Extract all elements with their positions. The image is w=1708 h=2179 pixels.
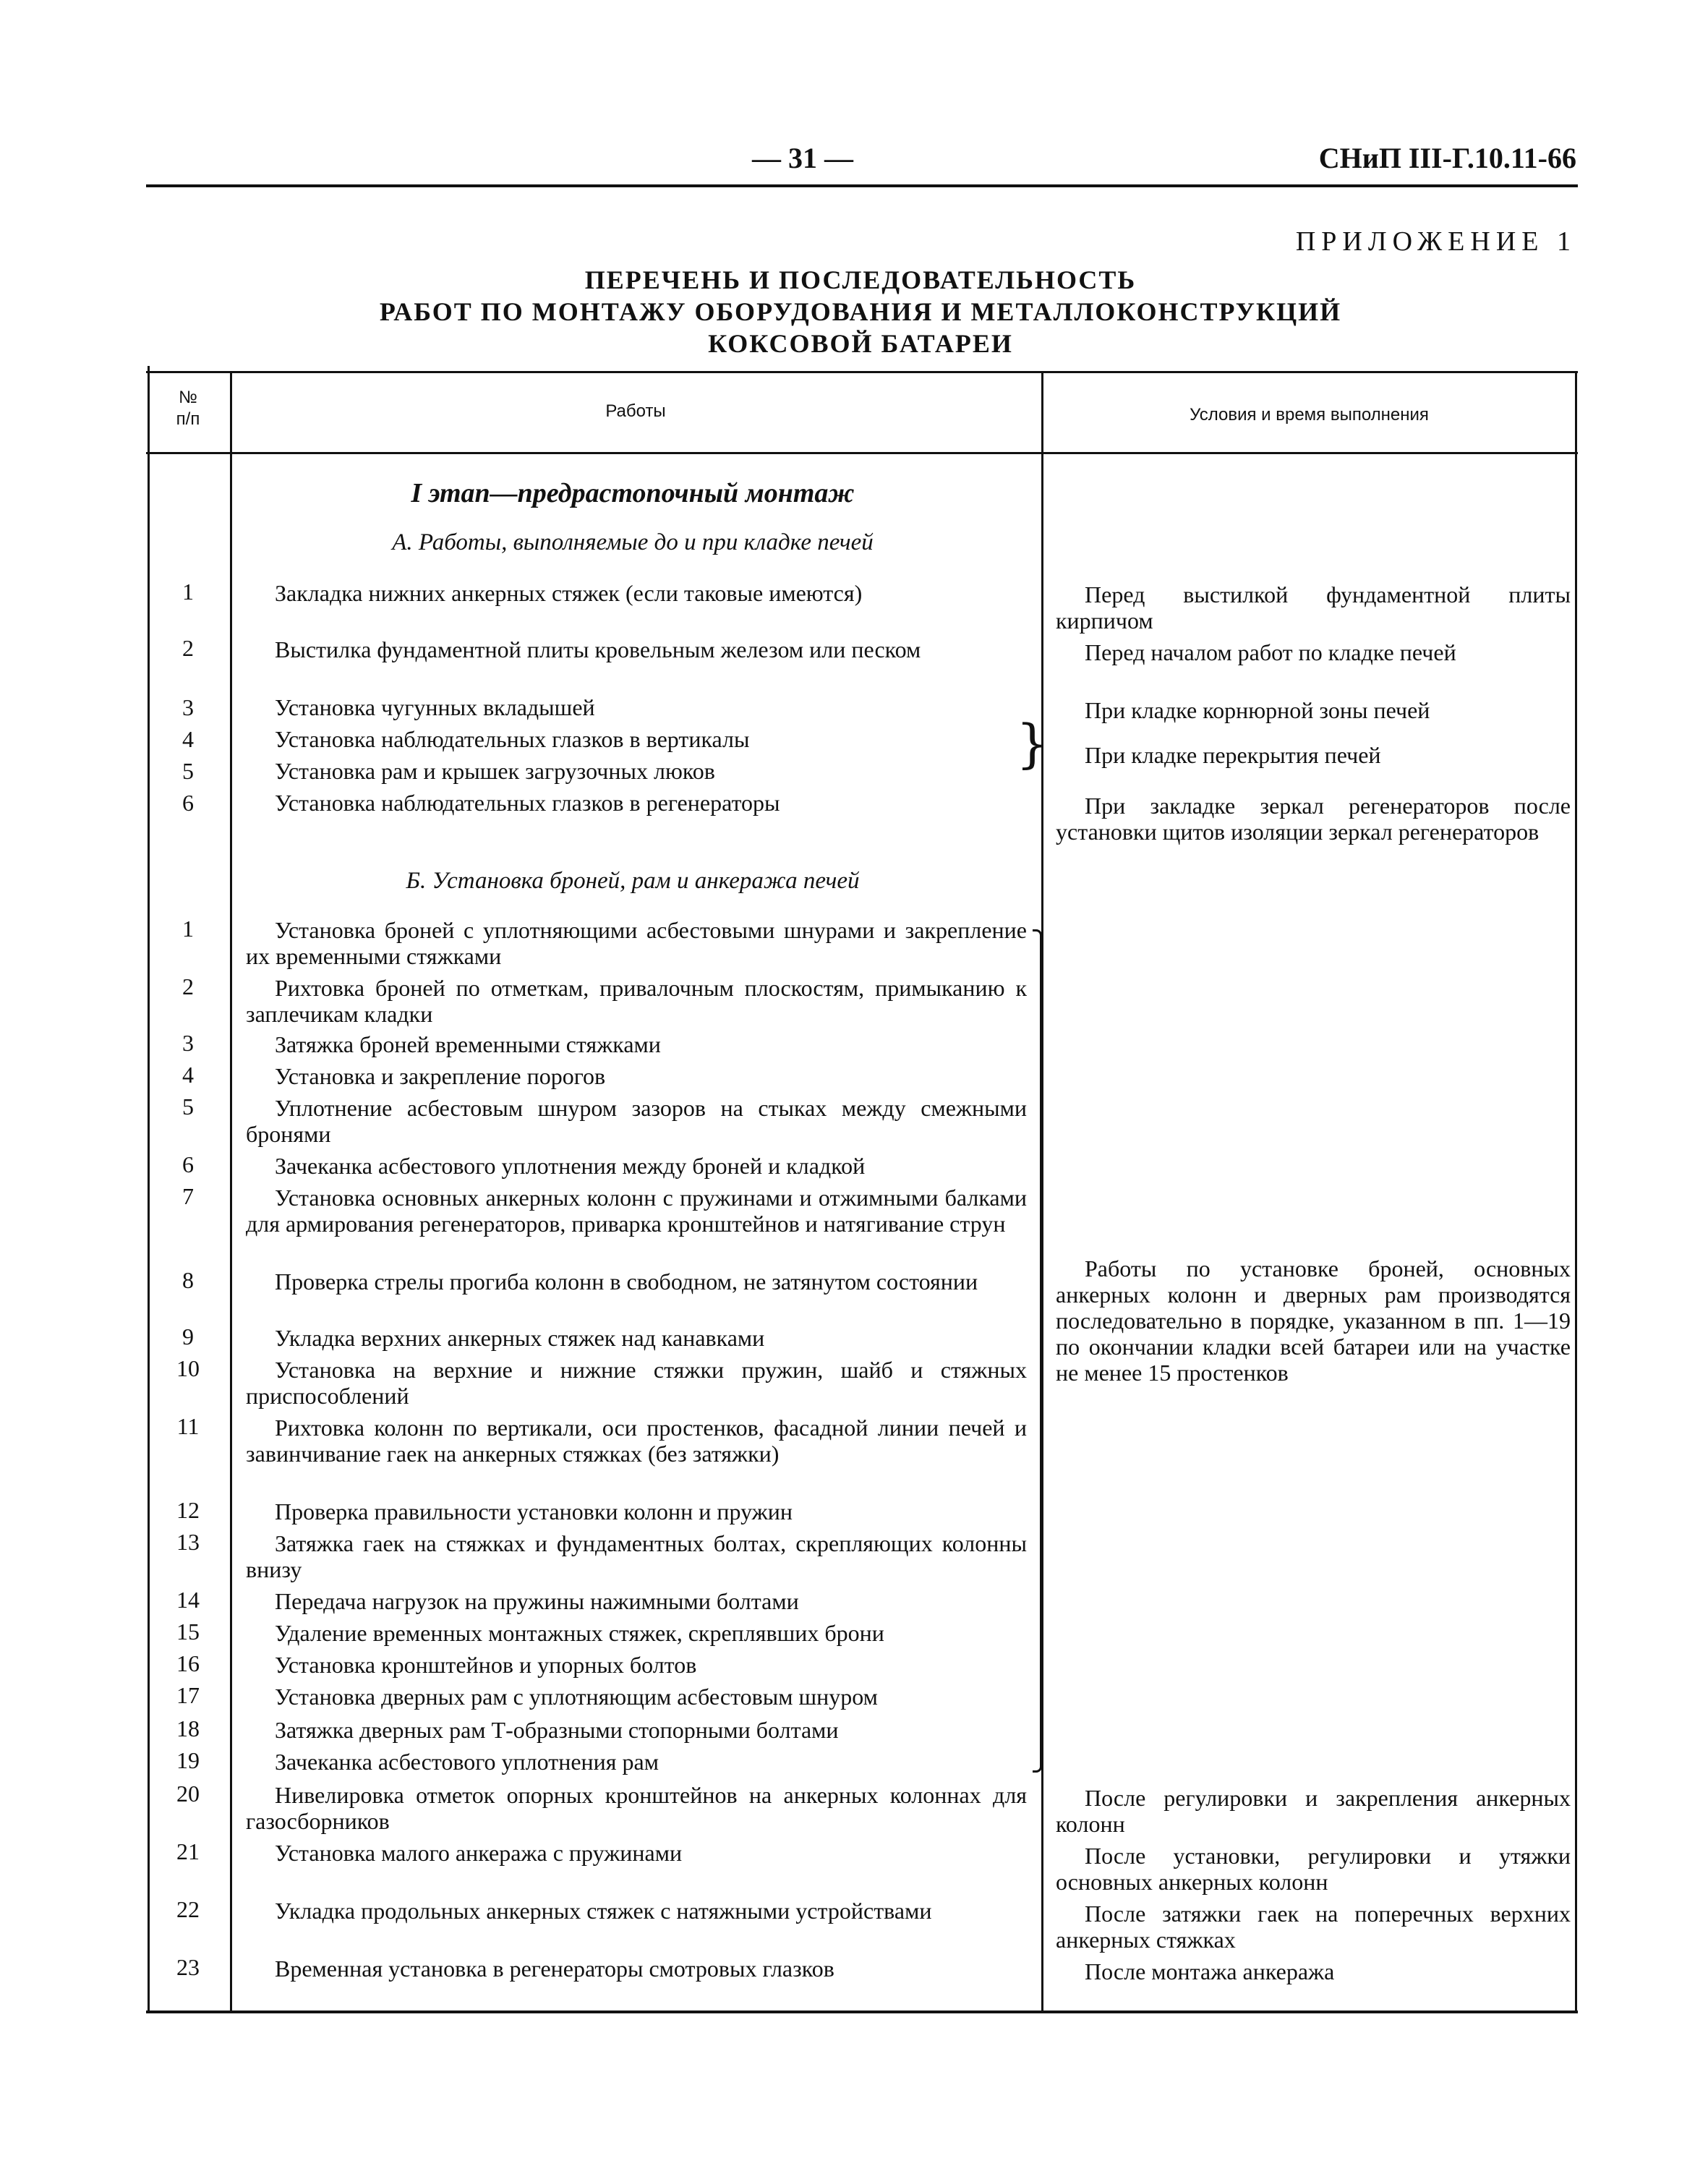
appendix-label: ПРИЛОЖЕНИЕ 1 (1295, 226, 1576, 257)
row-number: 11 (176, 1413, 200, 1439)
condition-cell: После регулировки и закрепления анкерных колонн (1056, 1785, 1571, 1837)
group-bracket (1033, 929, 1042, 1773)
row-number: 3 (182, 1030, 194, 1056)
row-number: 5 (182, 758, 194, 784)
row-number: 7 (182, 1183, 194, 1209)
right-brace: } (1016, 713, 1049, 774)
work-cell: Затяжка гаек на стяжках и фундаментных болтах, скрепляющих колонны внизу (246, 1530, 1027, 1582)
row-number: 6 (182, 1151, 194, 1177)
condition-cell: После затяжки гаек на поперечных верхних анкерных стяжках (1056, 1901, 1571, 1953)
row-number: 5 (182, 1093, 194, 1120)
row-number: 1 (182, 579, 194, 605)
work-cell: Установка наблюдательных глазков в регенераторы (275, 790, 780, 816)
stage-title: I этап—предрастопочный монтаж (411, 478, 855, 508)
row-number: 12 (176, 1497, 200, 1523)
row-number: 20 (176, 1781, 200, 1807)
table-top-rule (146, 371, 1578, 373)
work-cell: Установка наблюдательных глазков в вертикалы (275, 726, 750, 752)
header-work: Работы (605, 401, 666, 421)
work-cell: Установка броней с уплотняющими асбестовыми шнурами и закрепление их временными стяжками (246, 917, 1027, 969)
table-header-rule (146, 452, 1578, 454)
work-cell: Зачеканка асбестового уплотнения рам (275, 1749, 659, 1775)
table-right-border (1575, 371, 1577, 2010)
work-cell: Временная установка в регенераторы смотровых глазков (275, 1956, 834, 1982)
row-number: 21 (176, 1838, 200, 1864)
table-bottom-rule (146, 2010, 1578, 2013)
row-number: 3 (182, 694, 194, 720)
work-cell: Выстилка фундаментной плиты кровельным железом или песком (275, 636, 921, 662)
title-line-1: ПЕРЕЧЕНЬ И ПОСЛЕДОВАТЕЛЬНОСТЬ (584, 265, 1137, 294)
row-number: 9 (182, 1323, 194, 1349)
title-line-2: РАБОТ ПО МОНТАЖУ ОБОРУДОВАНИЯ И МЕТАЛЛОКОНСТРУКЦИЙ (379, 297, 1342, 326)
row-number: 16 (176, 1650, 200, 1676)
work-cell: Проверка правильности установки колонн и пружин (275, 1498, 793, 1525)
row-number: 4 (182, 726, 194, 752)
work-cell: Установка дверных рам с уплотняющим асбестовым шнуром (275, 1684, 878, 1710)
row-number: 2 (182, 973, 194, 999)
work-cell: Установка и закрепление порогов (275, 1063, 606, 1089)
condition-cell: Перед началом работ по кладке печей (1085, 639, 1456, 665)
work-cell: Установка основных анкерных колонн с пружинами и отжимными балками для армирования регенераторов, приварка кронштейнов и натягивание струн (246, 1185, 1027, 1237)
section-a-title: А. Работы, выполняемые до и при кладке печей (392, 529, 874, 555)
row-number: 19 (176, 1747, 200, 1773)
condition-cell: При кладке перекрытия печей (1085, 742, 1381, 768)
row-number: 17 (176, 1682, 200, 1708)
header-num: № п/п (176, 388, 200, 429)
column-divider-num (230, 371, 232, 2010)
row-number: 15 (176, 1619, 200, 1645)
condition-cell: Перед выстилкой фундаментной плиты кирпичом (1056, 581, 1571, 634)
condition-cell: При закладке зеркал регенераторов после установки щитов изоляции зеркал регенераторов (1056, 793, 1571, 845)
header-rule (146, 184, 1578, 187)
work-cell: Закладка нижних анкерных стяжек (если таковые имеются) (275, 580, 863, 606)
document-title (145, 264, 1576, 359)
work-cell: Установка кронштейнов и упорных болтов (275, 1652, 697, 1678)
row-number: 13 (176, 1529, 200, 1555)
work-cell: Удаление временных монтажных стяжек, скреплявших брони (275, 1620, 884, 1646)
work-cell: Рихтовка колонн по вертикали, оси простенков, фасадной линии печей и завинчивание гаек на анкерных стяжках (без затяжки) (246, 1415, 1027, 1467)
title-line-3: КОКСОВОЙ БАТАРЕИ (708, 329, 1013, 358)
work-cell: Затяжка дверных рам Т-образными стопорными болтами (275, 1717, 839, 1743)
work-cell: Уплотнение асбестовым шнуром зазоров на стыках между смежными бронями (246, 1095, 1027, 1147)
header-conditions: Условия и время выполнения (1190, 405, 1429, 425)
section-b-title: Б. Установка броней, рам и анкеража печей (406, 868, 860, 894)
work-cell: Установка малого анкеража с пружинами (275, 1840, 683, 1866)
condition-cell-group: Работы по установке броней, основных анкерных колонн и дверных рам производятся последовательно в порядке, указанном в пп. 1—19 по окончании кладки всей батареи или на участке не менее 15 простенков (1056, 1255, 1571, 1386)
work-cell: Нивелировка отметок опорных кронштейнов на анкерных колоннах для газосборников (246, 1782, 1027, 1834)
row-number: 2 (182, 635, 194, 661)
work-cell: Проверка стрелы прогиба колонн в свободном, не затянутом состоянии (275, 1268, 978, 1295)
work-cell: Установка чугунных вкладышей (275, 694, 595, 720)
condition-cell: При кладке корнюрной зоны печей (1085, 697, 1430, 723)
work-cell: Установка рам и крышек загрузочных люков (275, 758, 715, 784)
condition-cell: После установки, регулировки и утяжки основных анкерных колонн (1056, 1843, 1571, 1895)
work-cell: Рихтовка броней по отметкам, привалочным плоскостям, примыканию к заплечикам кладки (246, 975, 1027, 1027)
row-number: 10 (176, 1355, 200, 1381)
page-number: — 31 — (752, 142, 853, 174)
work-cell: Передача нагрузок на пружины нажимными болтами (275, 1588, 799, 1614)
document-code: СНиП III-Г.10.11-66 (1318, 142, 1576, 174)
row-number: 8 (182, 1267, 194, 1293)
work-cell: Затяжка броней временными стяжками (275, 1031, 661, 1057)
row-number: 23 (176, 1954, 200, 1980)
row-number: 18 (176, 1715, 200, 1741)
work-cell: Установка на верхние и нижние стяжки пружин, шайб и стяжных приспособлений (246, 1357, 1027, 1409)
condition-cell: После монтажа анкеража (1085, 1958, 1335, 1984)
row-number: 22 (176, 1896, 200, 1922)
row-number: 4 (182, 1062, 194, 1088)
row-number: 14 (176, 1587, 200, 1613)
work-cell: Укладка продольных анкерных стяжек с натяжными устройствами (275, 1898, 932, 1924)
row-number: 1 (182, 916, 194, 942)
row-number: 6 (182, 790, 194, 816)
work-cell: Укладка верхних анкерных стяжек над канавками (275, 1325, 765, 1351)
work-cell: Зачеканка асбестового уплотнения между броней и кладкой (275, 1153, 866, 1179)
